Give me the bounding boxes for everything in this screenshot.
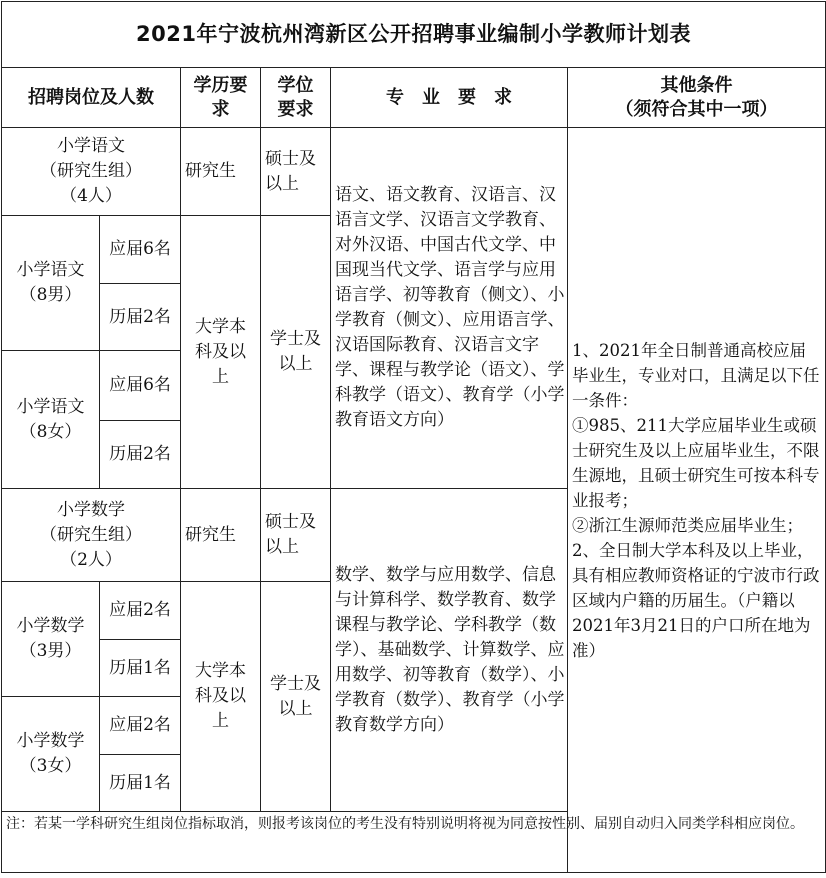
footnote: 注：若某一学科研究生组岗位指标取消，则报考该岗位的考生没有特别说明将视为同意按性别、届别自动归入同类学科相应岗位。 xyxy=(2,812,826,873)
education-chinese-undergrad: 大学本 科及以 上 xyxy=(181,216,261,489)
position-chinese-female: 小学语文 （8女） xyxy=(2,351,100,489)
header-major: 专 业 要 求 xyxy=(331,68,568,128)
major-requirements-chinese: 语文、语文教育、汉语言、汉语言文学、汉语言文学教育、对外汉语、中国古代文学、中国现当代文学、语言学与应用语言学、初等教育（侧文）、小学教育（侧文）、应用语言学、汉语国际教育、汉语言文字学、课程与教学论（语文）、学科教学（语文）、教育学（小学教育语文方向） xyxy=(331,128,568,489)
quota-math-female-prior: 历届1名 xyxy=(100,755,181,812)
table-title: 2021年宁波杭州湾新区公开招聘事业编制小学教师计划表 xyxy=(2,2,826,68)
education-chinese-graduate: 研究生 xyxy=(181,128,261,216)
header-degree: 学位 要求 xyxy=(261,68,331,128)
education-math-graduate: 研究生 xyxy=(181,489,261,582)
education-math-undergrad: 大学本 科及以 上 xyxy=(181,582,261,812)
major-requirements-math: 数学、数学与应用数学、信息与计算科学、数学教育、数学课程与教学论、学科教学（数学）、基础数学、计算数学、应用数学、初等教育（数学）、小学教育（数学）、教育学（小学教育数学方向） xyxy=(331,489,568,812)
quota-math-female-fresh: 应届2名 xyxy=(100,697,181,755)
header-other-conditions: 其他条件 （须符合其中一项） xyxy=(568,68,826,128)
header-education: 学历要 求 xyxy=(181,68,261,128)
position-math-graduate: 小学数学 （研究生组） （2人） xyxy=(2,489,181,582)
header-position: 招聘岗位及人数 xyxy=(2,68,181,128)
recruitment-table xyxy=(1,1,826,873)
recruitment-plan-sheet xyxy=(1,1,825,876)
other-conditions: 1、2021年全日制普通高校应届毕业生，专业对口，且满足以下任一条件： ①985、211大学应届毕业生或硕士研究生及以上应届毕业生，不限生源地，且硕士研究生可按本科专业报考； ②浙江生源师范类应届毕业生； 2、全日制大学本科及以上毕业，具有相应教师资格证的宁波市行政区域内户籍的历届生。（户籍以2021年3月21日的户口所在地为准） xyxy=(568,128,826,873)
position-chinese-graduate: 小学语文 （研究生组） （4人） xyxy=(2,128,181,216)
degree-math-graduate: 硕士及 以上 xyxy=(261,489,331,582)
quota-math-male-prior: 历届1名 xyxy=(100,640,181,697)
quota-chinese-female-fresh: 应届6名 xyxy=(100,351,181,421)
degree-math-undergrad: 学士及 以上 xyxy=(261,582,331,812)
position-math-male: 小学数学 （3男） xyxy=(2,582,100,697)
quota-chinese-female-prior: 历届2名 xyxy=(100,421,181,489)
quota-chinese-male-fresh: 应届6名 xyxy=(100,216,181,284)
position-math-female: 小学数学 （3女） xyxy=(2,697,100,812)
degree-chinese-graduate: 硕士及 以上 xyxy=(261,128,331,216)
quota-math-male-fresh: 应届2名 xyxy=(100,582,181,640)
position-chinese-male: 小学语文 （8男） xyxy=(2,216,100,351)
degree-chinese-undergrad: 学士及 以上 xyxy=(261,216,331,489)
quota-chinese-male-prior: 历届2名 xyxy=(100,284,181,351)
